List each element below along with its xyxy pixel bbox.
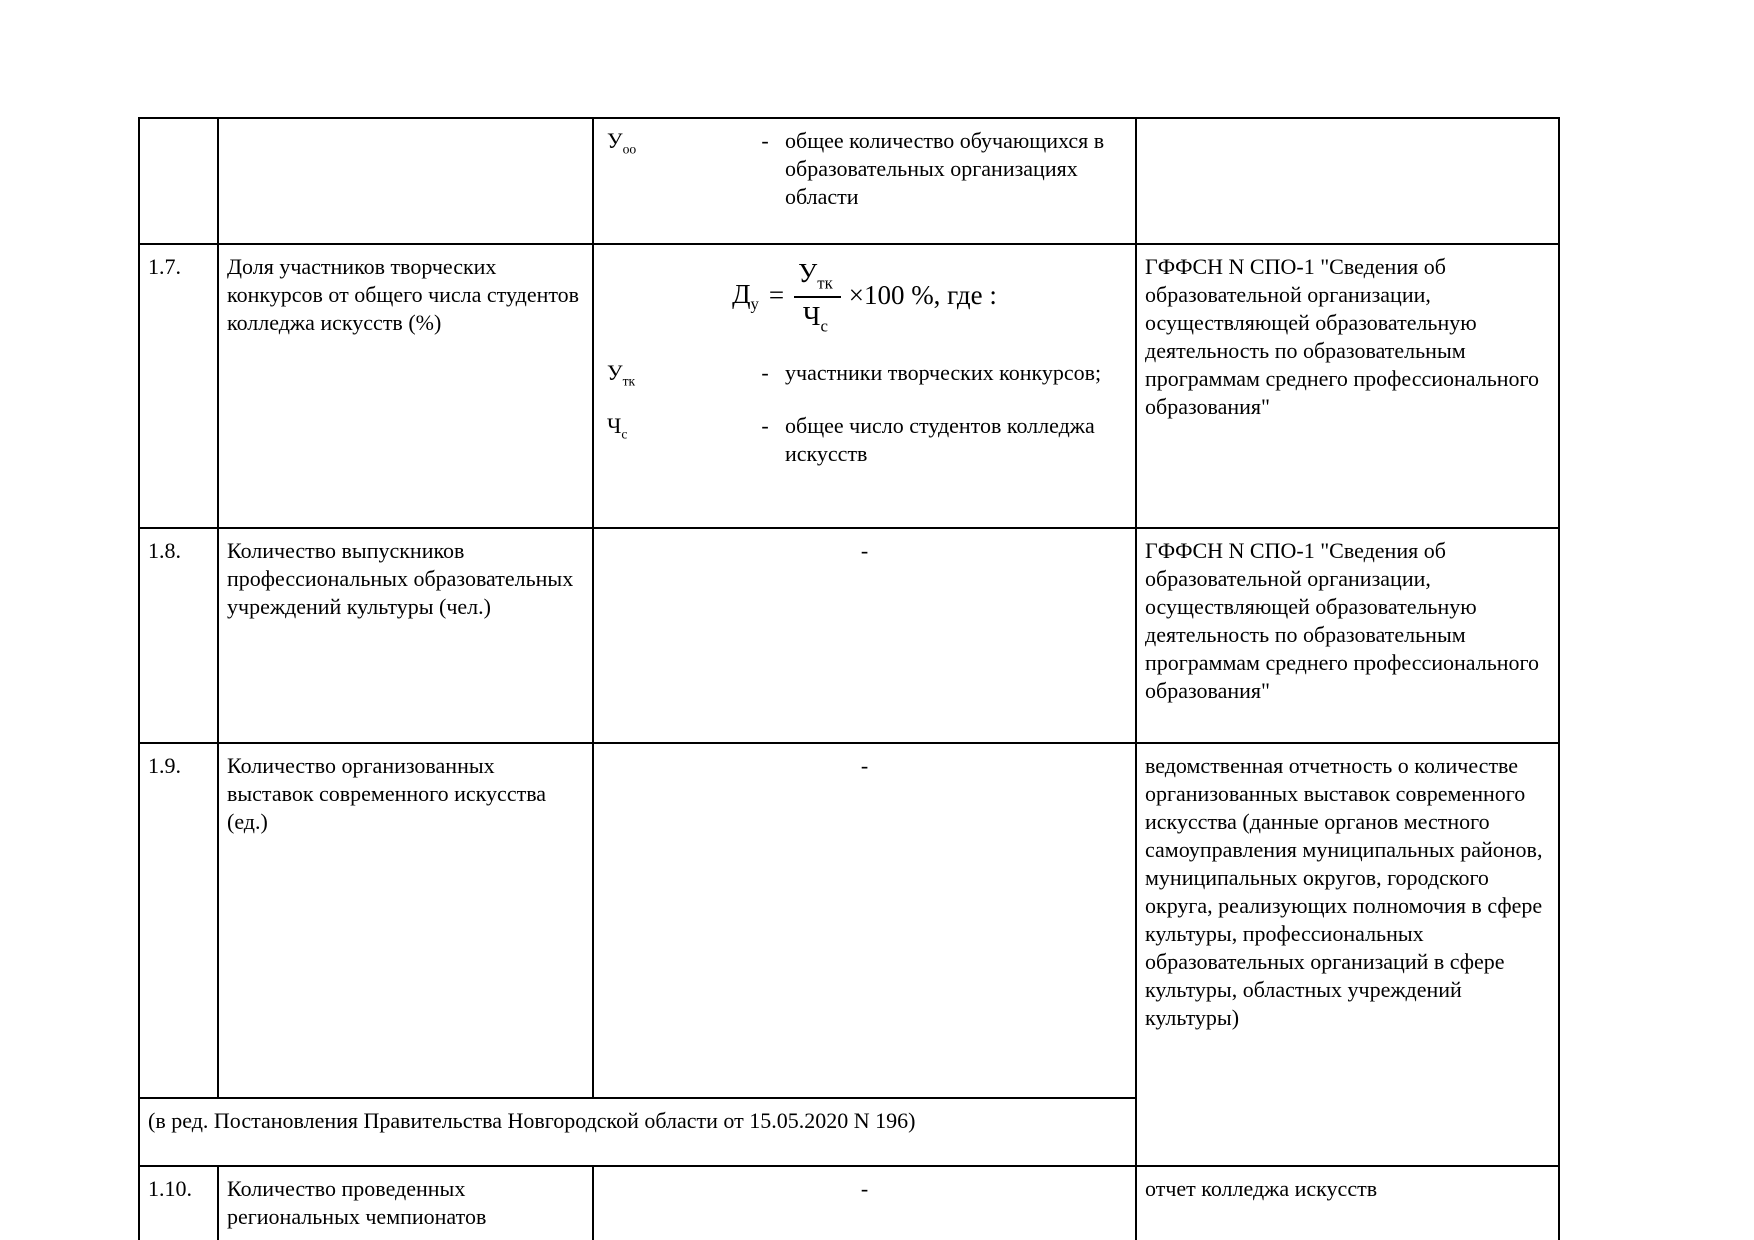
variable-subscript: тк <box>622 373 636 389</box>
definition-row <box>602 359 1127 388</box>
definition-dash: - <box>761 360 769 386</box>
row-1-9-method-cell: - <box>593 743 1136 1098</box>
variable-subscript: с <box>820 316 828 336</box>
amendment-note: (в ред. Постановления Правительства Новгородской области от 15.05.2020 N 196) <box>139 1098 1136 1166</box>
table-row-1-8 <box>139 528 1559 743</box>
formula-result-variable: $Д_у$ <box>732 278 759 313</box>
row-1-8-number-cell: 1.8. <box>139 528 218 743</box>
row-cont-source-cell <box>1136 118 1559 244</box>
definition-description: участники творческих конкурсов; <box>785 360 1102 386</box>
row-1-9-number-cell: 1.9. <box>139 743 218 1098</box>
row-1-10-number-cell: 1.10. <box>139 1166 218 1240</box>
row-1-7-indicator-cell: Доля участников творческих конкурсов от общего числа студентов колледжа искусств (%) <box>218 244 593 528</box>
row-1-8-method-cell: - <box>593 528 1136 743</box>
row-cont-number-cell <box>139 118 218 244</box>
table-row-1-10 <box>139 1166 1559 1240</box>
definition-row <box>602 127 1127 211</box>
definition-description: общее количество обучающихся в образовательных организациях области <box>785 128 1105 209</box>
definition-dash: - <box>761 413 769 439</box>
formula-fraction <box>794 257 841 335</box>
fraction-numerator: $У_{тк}$ <box>794 257 841 298</box>
table-row-continuation <box>139 118 1559 244</box>
row-1-9-source-cell: ведомственная отчетность о количестве организованных выставок современного искусства (данные органов местного самоуправления муниципальных районов, муниципальных округов, городского округа, реализующих полномочия в сфере культуры, профессиональных образовательных организаций в сфере культуры, областных учреждений культуры) <box>1136 743 1559 1166</box>
formula-tail: ×100 %, где : <box>848 280 997 311</box>
definition-row <box>602 412 1127 468</box>
variable-subscript: тк <box>817 273 833 293</box>
row-1-8-source-cell: ГФФСН N СПО-1 "Сведения об образовательной организации, осуществляющей образовательную деятельность по образовательным программам среднего профессионального образования" <box>1136 528 1559 743</box>
variable-subscript: оо <box>622 141 637 157</box>
formula-expression <box>602 257 1127 335</box>
formula-equals-sign: = <box>768 280 785 311</box>
row-1-10-indicator-cell: Количество проведенных региональных чемпионатов <box>218 1166 593 1240</box>
table-row-1-7 <box>139 244 1559 528</box>
row-1-10-method-cell: - <box>593 1166 1136 1240</box>
row-1-7-number-cell: 1.7. <box>139 244 218 528</box>
row-1-10-source-cell: отчет колледжа искусств <box>1136 1166 1559 1240</box>
row-1-8-indicator-cell: Количество выпускников профессиональных образовательных учреждений культуры (чел.) <box>218 528 593 743</box>
row-cont-indicator-cell <box>218 118 593 244</box>
table-row-1-9 <box>139 743 1559 1098</box>
indicators-table <box>138 117 1560 1240</box>
row-1-7-source-cell: ГФФСН N СПО-1 "Сведения об образовательной организации, осуществляющей образовательную деятельность по образовательным программам среднего профессионального образования" <box>1136 244 1559 528</box>
definition-variable: $Ч_с$ <box>607 413 628 442</box>
definition-description: общее число студентов колледжа искусств <box>785 413 1095 467</box>
row-cont-method-cell <box>593 118 1136 244</box>
variable-subscript: с <box>621 426 628 442</box>
definition-variable: $У_{тк}$ <box>607 360 636 389</box>
row-1-9-indicator-cell: Количество организованных выставок современного искусства (ед.) <box>218 743 593 1098</box>
definition-dash: - <box>761 128 769 153</box>
definition-variable: $У_{оо}$ <box>607 128 637 157</box>
variable-subscript: у <box>750 293 759 313</box>
fraction-denominator: $Ч_с$ <box>802 301 828 336</box>
row-1-7-method-cell <box>593 244 1136 528</box>
